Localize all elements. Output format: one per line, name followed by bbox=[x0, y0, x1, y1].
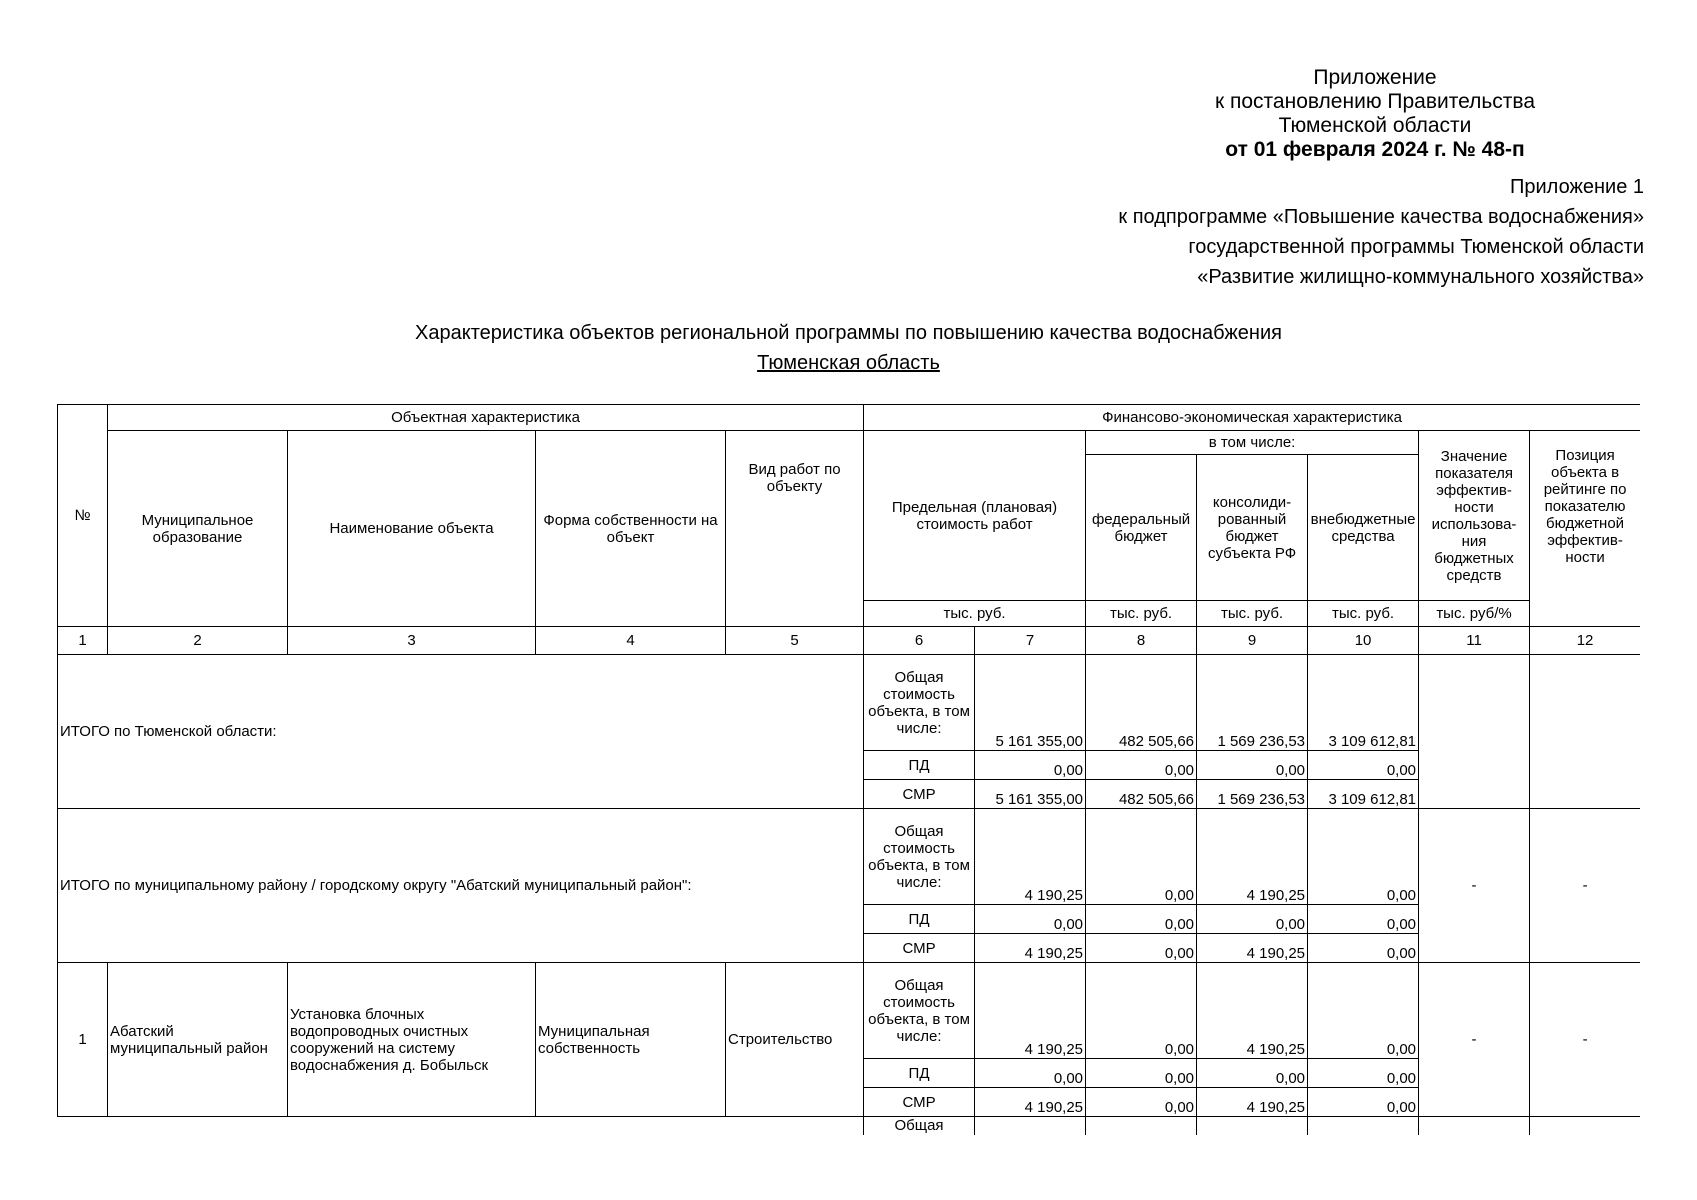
federal-value: 0,00 bbox=[1086, 1059, 1197, 1088]
header-row-2 bbox=[58, 431, 1641, 455]
col-number: 9 bbox=[1197, 627, 1308, 655]
federal-value: 482 505,66 bbox=[1086, 780, 1197, 809]
extrabudget-value: 0,00 bbox=[1308, 934, 1419, 963]
row-label-pd: ПД bbox=[864, 751, 975, 780]
col-number: 8 bbox=[1086, 627, 1197, 655]
position-value: - bbox=[1530, 963, 1640, 1117]
col-number: 4 bbox=[536, 627, 726, 655]
ownership-header: Форма собственности на объект bbox=[536, 431, 726, 627]
col-number: 10 bbox=[1308, 627, 1419, 655]
consolidated-value: 0,00 bbox=[1197, 905, 1308, 934]
row-label-total: Общая стоимость объекта, в том числе: bbox=[864, 963, 975, 1059]
cost-value: 4 190,25 bbox=[975, 1088, 1086, 1117]
federal-value: 0,00 bbox=[1086, 963, 1197, 1059]
consolidated-value: 4 190,25 bbox=[1197, 934, 1308, 963]
efficiency-value: - bbox=[1419, 809, 1530, 963]
cost-value: 4 190,25 bbox=[975, 934, 1086, 963]
table-row bbox=[58, 655, 1641, 751]
cost-value: 0,00 bbox=[975, 751, 1086, 780]
work-type-header: Вид работ по объекту bbox=[726, 431, 864, 627]
approval-date: от 01 февраля 2024 г. № 48-п bbox=[1225, 138, 1525, 161]
extrabudget-value: 0,00 bbox=[1308, 1059, 1419, 1088]
extrabudget-value bbox=[1308, 1117, 1419, 1136]
consolidated-value: 4 190,25 bbox=[1197, 963, 1308, 1059]
consolidated-value: 1 569 236,53 bbox=[1197, 655, 1308, 751]
efficiency-value bbox=[1419, 1117, 1530, 1136]
federal-header: федеральный бюджет bbox=[1086, 455, 1197, 601]
object-name-header: Наименование объекта bbox=[288, 431, 536, 627]
unit-cost: тыс. руб. bbox=[864, 601, 1086, 627]
item-municipality: Абатский муниципальный район bbox=[108, 963, 288, 1117]
title-region: Тюменская область bbox=[757, 352, 940, 374]
federal-value: 0,00 bbox=[1086, 905, 1197, 934]
col-number: 12 bbox=[1530, 627, 1640, 655]
item-ownership: Муниципальная собственность bbox=[536, 963, 726, 1117]
cost-value: 4 190,25 bbox=[975, 809, 1086, 905]
position-value: - bbox=[1530, 809, 1640, 963]
col-number: 3 bbox=[288, 627, 536, 655]
cost-header: Предельная (плановая) стоимость работ bbox=[864, 431, 1086, 601]
including-header: в том числе: bbox=[1086, 431, 1419, 455]
appendix-line-3: государственной программы Тюменской области bbox=[1188, 236, 1644, 258]
column-numbers-row bbox=[58, 627, 1641, 655]
federal-value: 482 505,66 bbox=[1086, 655, 1197, 751]
consolidated-value: 4 190,25 bbox=[1197, 1088, 1308, 1117]
position-value bbox=[1530, 655, 1640, 809]
col-number: 5 bbox=[726, 627, 864, 655]
total-region-label: ИТОГО по Тюменской области: bbox=[58, 655, 864, 809]
consolidated-value bbox=[1197, 1117, 1308, 1136]
federal-value: 0,00 bbox=[1086, 934, 1197, 963]
federal-value: 0,00 bbox=[1086, 809, 1197, 905]
consolidated-value: 4 190,25 bbox=[1197, 809, 1308, 905]
consolidated-value: 0,00 bbox=[1197, 751, 1308, 780]
row-label-pd: ПД bbox=[864, 1059, 975, 1088]
col-number: 2 bbox=[108, 627, 288, 655]
appendix-line-1: Приложение 1 bbox=[1510, 176, 1644, 198]
extrabudget-value: 0,00 bbox=[1308, 1088, 1419, 1117]
item-number: 1 bbox=[58, 963, 108, 1117]
unit-efficiency: тыс. руб/% bbox=[1419, 601, 1530, 627]
municipality-header: Муниципальное образование bbox=[108, 431, 288, 627]
federal-value: 0,00 bbox=[1086, 1088, 1197, 1117]
cost-value: 0,00 bbox=[975, 905, 1086, 934]
financial-characteristic-header: Финансово-экономическая характеристика bbox=[864, 405, 1640, 431]
efficiency-value bbox=[1419, 655, 1530, 809]
appendix-line-4: «Развитие жилищно-коммунального хозяйства» bbox=[1197, 266, 1644, 288]
item-object-name: Установка блочных водопроводных очистных сооружений на систему водоснабжения д. Бобыльск bbox=[288, 963, 536, 1117]
table-row bbox=[58, 963, 1641, 1059]
objects-table-container bbox=[57, 404, 1640, 1135]
unit-consolidated: тыс. руб. bbox=[1197, 601, 1308, 627]
unit-extrabudget: тыс. руб. bbox=[1308, 601, 1419, 627]
cost-value: 4 190,25 bbox=[975, 963, 1086, 1059]
approval-line-3: Тюменской области bbox=[1278, 114, 1472, 137]
unit-federal: тыс. руб. bbox=[1086, 601, 1197, 627]
consolidated-value: 0,00 bbox=[1197, 1059, 1308, 1088]
col-number: 11 bbox=[1419, 627, 1530, 655]
row-label-smr: СМР bbox=[864, 1088, 975, 1117]
objects-table bbox=[57, 404, 1640, 1135]
extrabudget-value: 0,00 bbox=[1308, 751, 1419, 780]
position-value bbox=[1530, 1117, 1640, 1136]
col-num-header: № bbox=[58, 405, 108, 627]
efficiency-header: Значение показателя эффектив-ности использова-ния бюджетных средств bbox=[1419, 431, 1530, 601]
approval-line-2: к постановлению Правительства bbox=[1214, 90, 1536, 113]
table-row bbox=[58, 1117, 1641, 1136]
next-row-blank bbox=[58, 1117, 864, 1136]
cost-value: 5 161 355,00 bbox=[975, 655, 1086, 751]
extrabudget-value: 3 109 612,81 bbox=[1308, 655, 1419, 751]
extrabudget-header: внебюджетные средства bbox=[1308, 455, 1419, 601]
header-row-1 bbox=[58, 405, 1641, 431]
title-main: Характеристика объектов региональной программы по повышению качества водоснабжения bbox=[415, 322, 1282, 344]
cost-value bbox=[975, 1117, 1086, 1136]
cost-value: 5 161 355,00 bbox=[975, 780, 1086, 809]
col-number: 6 bbox=[864, 627, 975, 655]
consolidated-header: консолиди-рованный бюджет субъекта РФ bbox=[1197, 455, 1308, 601]
total-district-label: ИТОГО по муниципальному району / городскому округу "Абатский муниципальный район": bbox=[58, 809, 864, 963]
row-label-smr: СМР bbox=[864, 934, 975, 963]
row-label-total: Общая стоимость объекта, в том числе: bbox=[864, 809, 975, 905]
federal-value bbox=[1086, 1117, 1197, 1136]
extrabudget-value: 0,00 bbox=[1308, 963, 1419, 1059]
extrabudget-value: 0,00 bbox=[1308, 905, 1419, 934]
extrabudget-value: 3 109 612,81 bbox=[1308, 780, 1419, 809]
appendix-line-2: к подпрограмме «Повышение качества водоснабжения» bbox=[1118, 206, 1644, 228]
row-label-pd: ПД bbox=[864, 905, 975, 934]
object-characteristic-header: Объектная характеристика bbox=[108, 405, 864, 431]
approval-header bbox=[1150, 66, 1600, 162]
extrabudget-value: 0,00 bbox=[1308, 809, 1419, 905]
item-work-type: Строительство bbox=[726, 963, 864, 1117]
col-number: 1 bbox=[58, 627, 108, 655]
row-label-smr: СМР bbox=[864, 780, 975, 809]
federal-value: 0,00 bbox=[1086, 751, 1197, 780]
efficiency-value: - bbox=[1419, 963, 1530, 1117]
appendix-header bbox=[844, 172, 1644, 292]
cost-value: 0,00 bbox=[975, 1059, 1086, 1088]
approval-line-1: Приложение bbox=[1313, 66, 1437, 89]
col-number: 7 bbox=[975, 627, 1086, 655]
row-label-total-partial: Общая bbox=[864, 1117, 975, 1136]
consolidated-value: 1 569 236,53 bbox=[1197, 780, 1308, 809]
position-header: Позиция объекта в рейтинге по показателю бюджетной эффектив-ности bbox=[1530, 431, 1640, 627]
document-title bbox=[0, 318, 1697, 378]
row-label-total: Общая стоимость объекта, в том числе: bbox=[864, 655, 975, 751]
table-row bbox=[58, 809, 1641, 905]
